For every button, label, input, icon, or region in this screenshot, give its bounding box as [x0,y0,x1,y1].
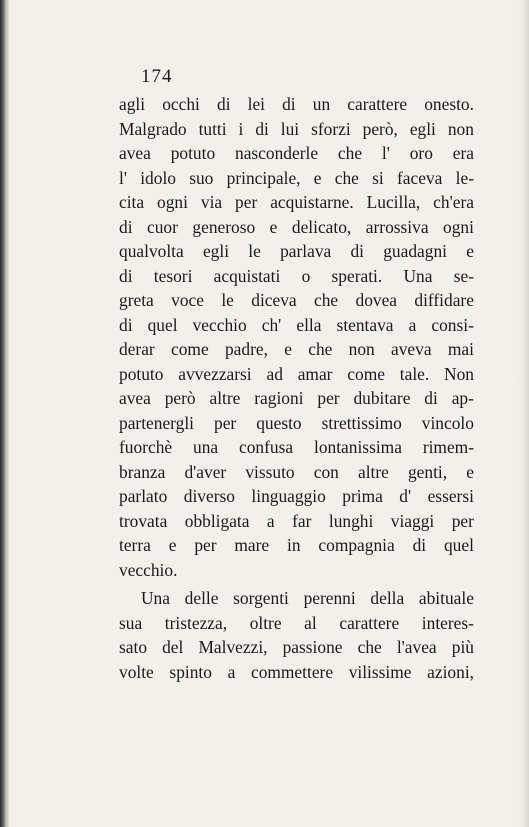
word: ch' [261,314,282,335]
word: era [452,143,474,163]
word: amar [297,363,333,384]
text-line [119,215,474,240]
word: vecchio [192,314,247,335]
word: Una [403,265,433,286]
word: vissuto [245,461,295,482]
word: se- [453,265,474,286]
word: le [248,241,261,261]
word: lui [280,118,300,139]
word: altre [357,461,389,482]
word: avvezzarsi [178,363,252,384]
word: onesto. [424,94,474,114]
word: di [255,118,269,139]
word: linguaggio [251,486,326,506]
word: parlato [119,486,168,506]
word: rimem- [422,437,474,457]
word: sorgenti [233,588,289,608]
text-line [119,533,474,558]
word: viaggi [390,510,435,531]
word: compagnia [318,535,395,555]
word: a [227,661,236,682]
word: che [308,339,333,359]
word: tutti [198,118,227,139]
text-line [119,611,474,636]
word: vincolo [421,412,474,433]
word: delle [184,588,219,608]
word: terra [119,535,151,555]
word: le- [455,167,474,188]
text-line [119,190,474,215]
word: che [337,143,363,163]
word: ogni [157,192,188,212]
word: padre, [224,339,268,359]
text-line [119,635,474,660]
word: e [168,535,177,555]
word: però [164,388,196,408]
text-line [119,484,474,509]
word: a [266,510,275,531]
word: al [304,612,317,633]
word: del [162,637,184,657]
word: che [314,290,339,310]
word: trovata [119,510,168,531]
word: via [200,192,223,212]
word: le [221,290,234,310]
word: suo [189,167,214,188]
page-number: 174 [141,66,173,87]
word: l' [381,143,390,163]
word: ap- [451,388,474,408]
text-line [119,411,474,436]
word: questo [256,412,302,433]
word: che [357,637,382,657]
word: mare [234,535,270,555]
word: d'aver [184,461,227,482]
word: che [334,167,359,188]
word: l'avea [396,637,437,657]
word: azioni, [427,661,474,682]
word: Non [444,363,474,384]
word: a [408,314,417,335]
word: ella [296,314,322,335]
word: egli [409,118,436,139]
text-line [119,166,474,191]
text-line [119,337,474,362]
word: essersi [427,486,474,506]
word: lunghi [328,510,374,531]
word: per [451,510,474,531]
word: vilissime [348,661,412,682]
word: Lucilla, [366,192,421,212]
word: oltre [249,612,282,633]
word: potuto [170,143,216,163]
word: mai [447,339,474,359]
word: e [269,216,278,237]
word: parlava [280,241,332,261]
word: e [466,461,474,482]
word: fuorchè [119,437,173,457]
word: sforzi [311,118,351,139]
word: potuto [119,363,164,384]
text-line [119,313,474,338]
word: aveva [391,339,432,359]
text-line [119,435,474,460]
word: si [372,167,384,188]
word: confusa [239,437,294,457]
word: o [301,265,311,286]
word: più [451,637,474,657]
word: abituale [418,588,474,608]
word: tesori [153,265,193,286]
page-edge [517,0,529,827]
word: ch'era [433,192,474,212]
word: tale. [399,363,430,384]
word: di [119,265,133,286]
text-line [119,509,474,534]
word: lontanissima [314,437,402,457]
text-line [119,239,474,264]
word: una [193,437,219,457]
word: per [235,192,258,212]
word: come [171,339,209,359]
word: Malvezzi, [198,637,268,657]
word: lei [247,94,265,114]
text-line [119,92,474,117]
word: sato [119,637,148,657]
word: cuor [147,216,178,237]
word: strettissimo [321,412,402,433]
word: dovea [355,290,398,310]
word: perenni [303,588,356,608]
word: delicato, [291,216,352,237]
text-line [119,362,474,387]
word: della [370,588,405,608]
word: partenergli [119,412,195,433]
word: d' [399,486,412,506]
word: ogni [443,216,474,237]
word: genti, [407,461,448,482]
word: sua [119,612,143,633]
word: diffidare [414,290,474,310]
word: di [424,388,438,408]
word: non [348,339,375,359]
word: idolo [140,167,176,188]
word: di [216,94,231,114]
word: consi- [431,314,474,335]
text-line [119,288,474,313]
word: faceva [397,167,443,188]
word: voce [171,290,204,310]
word: Una [141,588,170,608]
word: branza [119,461,166,482]
word: di [350,241,364,261]
word: altre [209,388,241,408]
word: di [282,94,296,114]
word: guadagni [383,241,447,261]
word: quel [443,535,474,555]
word: passione [282,637,343,657]
word: per [214,412,237,433]
word: tristezza, [164,612,228,633]
word: avea [119,388,151,408]
word: non [447,118,474,139]
word: greta [119,290,154,310]
word: derar [119,339,155,359]
word: agli [119,94,146,114]
body-text [119,92,474,684]
word: qualvolta [119,241,184,261]
text-line [119,386,474,411]
word: commettere [250,661,334,682]
word: con [313,461,339,482]
text-line [119,264,474,289]
word: stentava [336,314,394,335]
word: Malgrado [119,118,187,139]
word: obbligata [184,510,250,531]
word: vecchio. [119,559,178,580]
word: un [312,94,331,114]
word: diverso [183,486,235,506]
text-line [119,660,474,685]
word: e [313,167,322,188]
word: acquistarne. [270,192,354,212]
word: e [466,241,474,261]
word: dubitare [353,388,411,408]
word: nasconderle [235,143,319,163]
text-line [119,117,474,142]
word: per [317,388,340,408]
word: arrossiva [365,216,429,237]
word: acquistati [213,265,281,286]
word: l' [119,167,127,188]
word: ad [266,363,283,384]
word: cita [119,192,145,212]
word: e [284,339,292,359]
word: ragioni [254,388,304,408]
word: prima [342,486,383,506]
word: spinto [169,661,212,682]
text-line [119,460,474,485]
word: principale, [226,167,301,188]
word: sperati. [331,265,383,286]
word: però, [362,118,398,139]
word: i [238,118,244,139]
word: quel [147,314,178,335]
word: interes- [421,612,474,633]
word: volte [119,661,154,682]
word: per [194,535,217,555]
text-line [119,558,474,583]
word: diceva [251,290,297,310]
page-binding-shadow [0,0,10,827]
word: carattere [339,612,400,633]
word: occhi [162,94,200,114]
word: egli [202,241,230,261]
word: di [119,314,133,335]
word: far [292,510,312,531]
word: carattere [347,94,408,114]
word: oro [409,143,433,163]
word: come [347,363,385,384]
word: generoso [192,216,256,237]
word: di [119,216,133,237]
text-line [119,141,474,166]
text-line [119,586,474,611]
word: in [287,535,301,555]
word: di [412,535,427,555]
word: avea [119,143,151,163]
